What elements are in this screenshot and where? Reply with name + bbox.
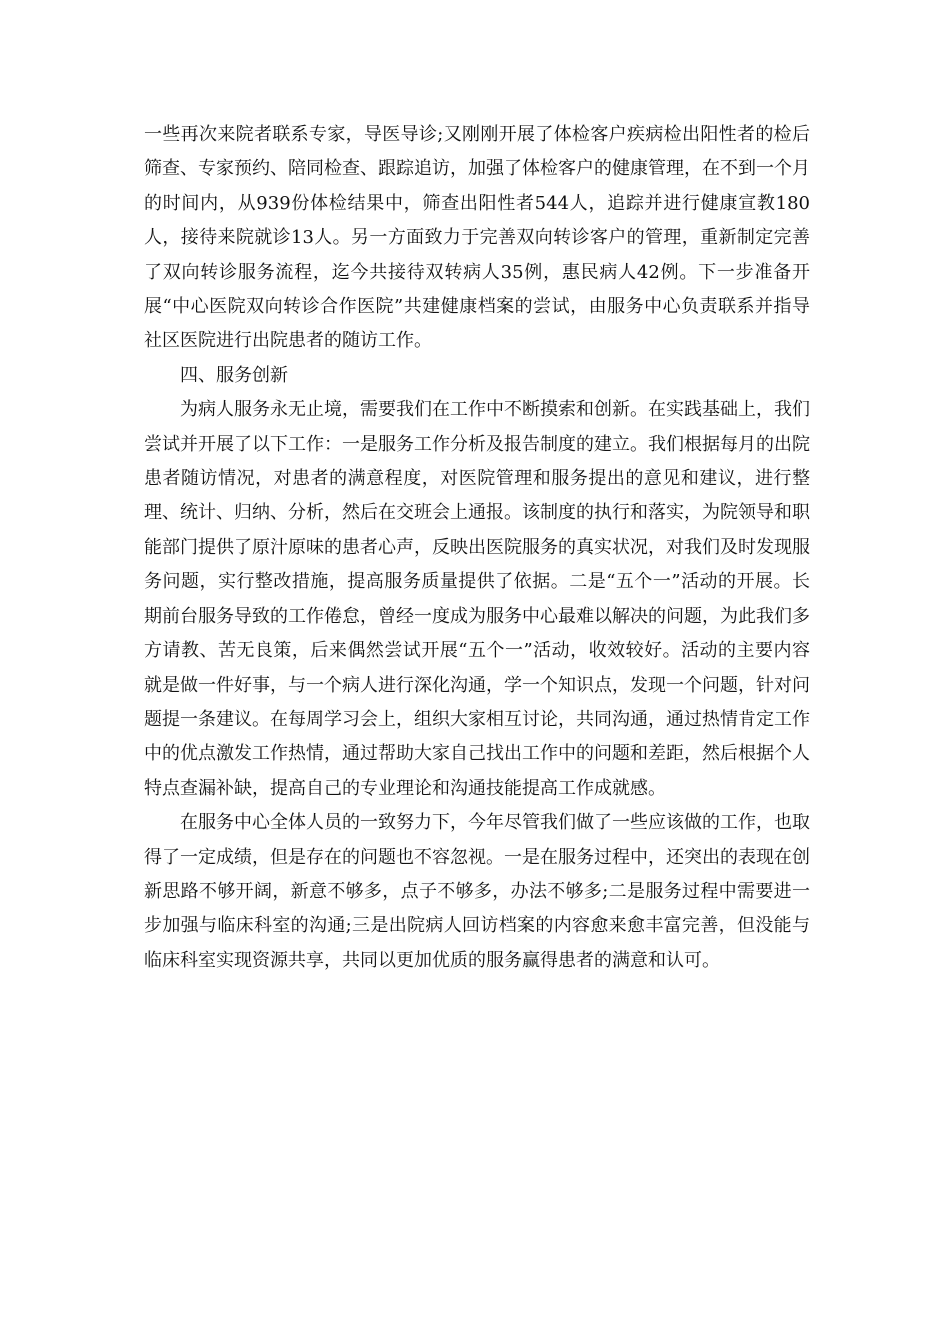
paragraph-continuation: 一些再次来院者联系专家，导医导诊;又刚刚开展了体检客户疾病检出阳性者的检后筛查、专家预约、陪同检查、跟踪追访，加强了体检客户的健康管理，在不到一个月的时间内，从939份体检结果中，筛查出阳性者544人，追踪并进行健康宣教180人，接待来院就诊13人。另一方面致力于完善双向转诊客户的管理，重新制定完善了双向转诊服务流程，迄今共接待双转病人35例，惠民病人42例。下一步准备开展“中心医院双向转诊合作医院”共建健康档案的尝试，由服务中心负责联系并指导社区医院进行出院患者的随访工作。	[144, 124, 810, 352]
paragraph-summary: 在服务中心全体人员的一致努力下，今年尽管我们做了一些应该做的工作，也取得了一定成绩，但是存在的问题也不容忽视。一是在服务过程中，还突出的表现在创新思路不够开阔，新意不够多，点子不够多，办法不够多;二是服务过程中需要进一步加强与临床科室的沟通;三是出院病人回访档案的内容愈来愈丰富完善，但没能与临床科室实现资源共享，共同以更加优质的服务赢得患者的满意和认可。	[144, 812, 810, 971]
paragraph-service-innovation: 为病人服务永无止境，需要我们在工作中不断摸索和创新。在实践基础上，我们尝试并开展了以下工作：一是服务工作分析及报告制度的建立。我们根据每月的出院患者随访情况，对患者的满意程度，对医院管理和服务提出的意见和建议，进行整理、统计、归纳、分析，然后在交班会上通报。该制度的执行和落实，为院领导和职能部门提供了原汁原味的患者心声，反映出医院服务的真实状况，对我们及时发现服务问题，实行整改措施，提高服务质量提供了依据。二是“五个一”活动的开展。长期前台服务导致的工作倦怠，曾经一度成为服务中心最难以解决的问题，为此我们多方请教、苦无良策，后来偶然尝试开展“五个一”活动，收效较好。活动的主要内容就是做一件好事，与一个病人进行深化沟通，学一个知识点，发现一个问题，针对问题提一条建议。在每周学习会上，组织大家相互讨论，共同沟通，通过热情肯定工作中的优点激发工作热情，通过帮助大家自己找出工作中的问题和差距，然后根据个人特点查漏补缺，提高自己的专业理论和沟通技能提高工作成就感。	[144, 399, 810, 799]
document-body	[144, 118, 810, 978]
section-heading: 四、服务创新	[180, 364, 288, 386]
